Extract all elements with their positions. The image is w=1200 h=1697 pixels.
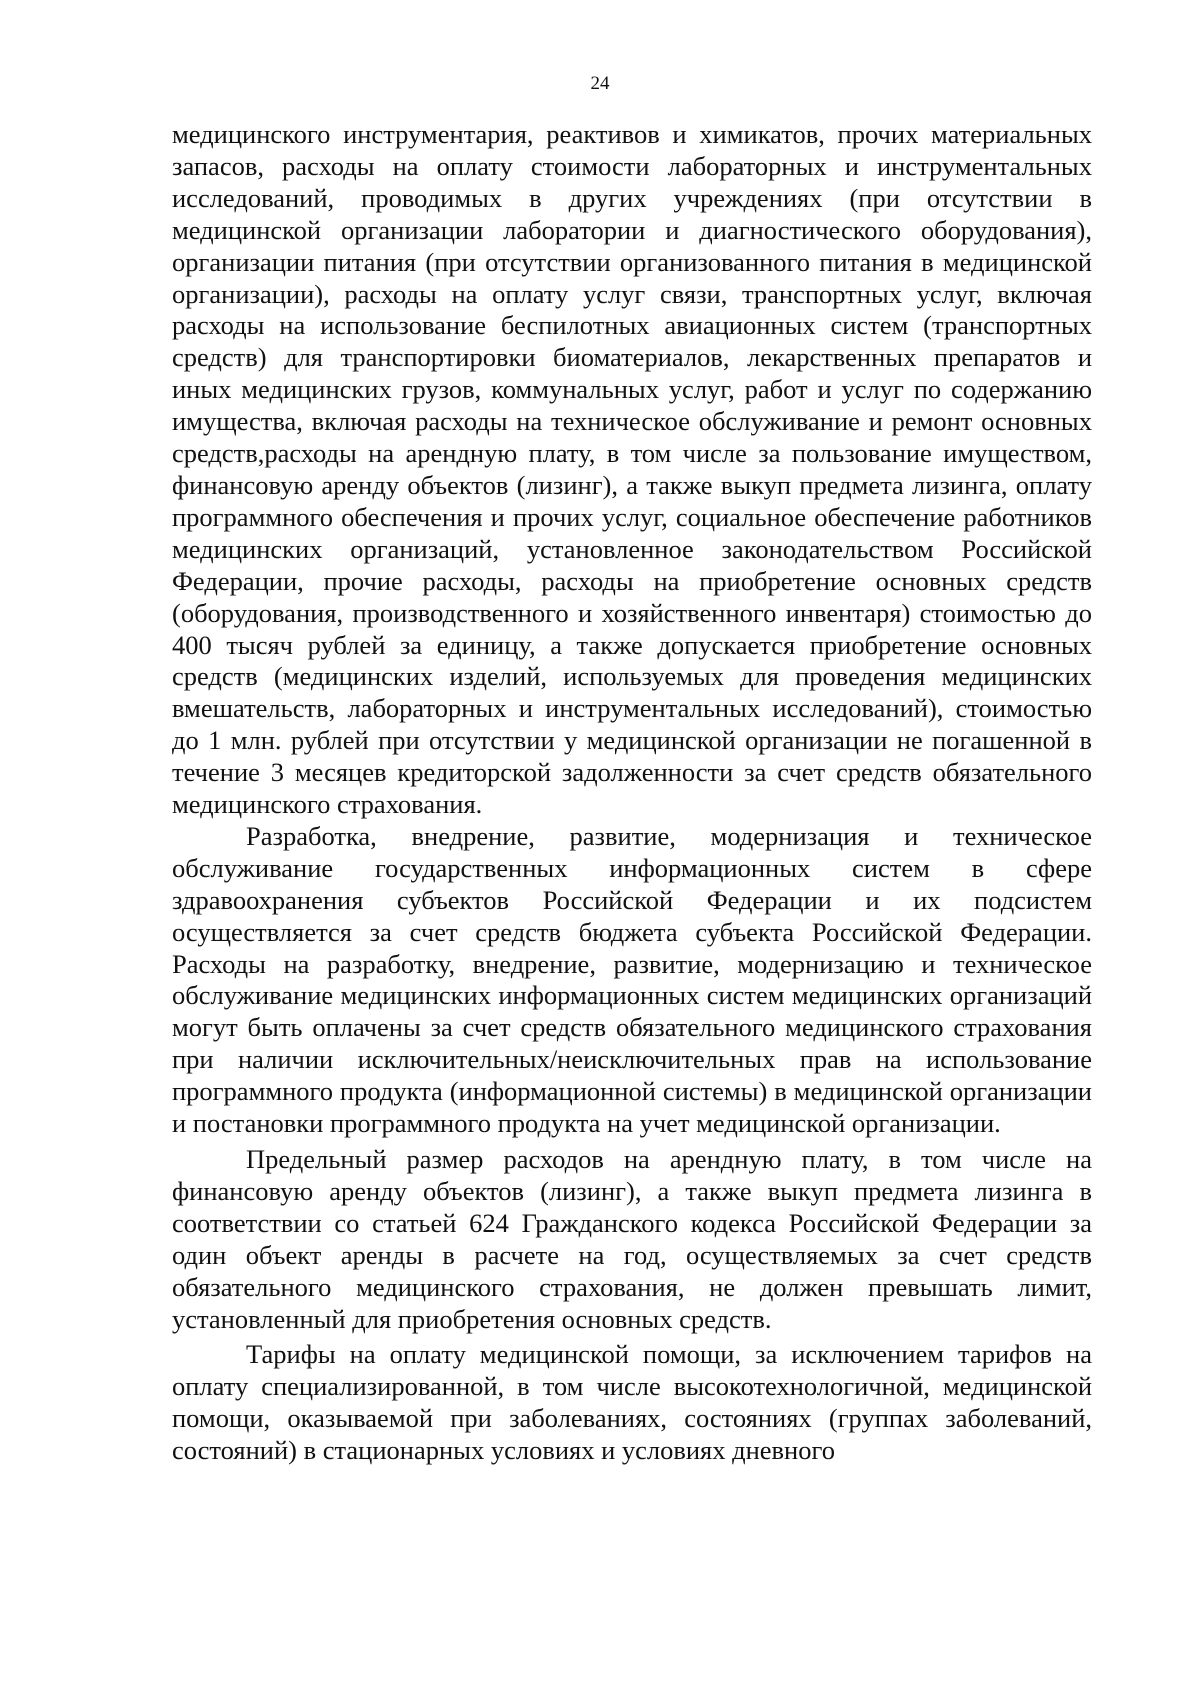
page-number: 24 [590,73,610,94]
paragraph-information-systems: Разработка, внедрение, развитие, модернизация и техническое обслуживание государственных информационных систем в сфере здравоохранения субъектов Российской Федерации и их подсистем осуществляется за счет средств бюджета субъекта Российской Федерации. Расходы на разработку, внедрение, развитие, модернизацию и техническое обслуживание медицинских информационных систем медицинских организаций могут быть оплачены за счет средств обязательного медицинского страхования при наличии исключительных/неисключительных прав на использование программного продукта (информационной системы) в медицинской организации и постановки программного продукта на учет медицинской организации. [172,820,1092,1139]
paragraph-lease-limit: Предельный размер расходов на арендную плату, в том числе на финансовую аренду объектов (лизинг), а также выкуп предмета лизинга в соответствии со статьей 624 Гражданского кодекса Российской Федерации за один объект аренды в расчете на год, осуществляемых за счет средств обязательного медицинского страхования, не должен превышать лимит, установленный для приобретения основных средств. [172,1144,1092,1334]
body-text [172,119,1092,1467]
paragraph-tariffs: Тарифы на оплату медицинской помощи, за исключением тарифов на оплату специализированной, в том числе высокотехнологичной, медицинской помощи, оказываемой при заболеваниях, состояниях (группах заболеваний, состояний) в стационарных условиях и условиях дневного [172,1339,1092,1466]
paragraph-continuation: медицинского инструментария, реактивов и химикатов, прочих материальных запасов, расходы на оплату стоимости лабораторных и инструментальных исследований, проводимых в других учреждениях (при отсутствии в медицинской организации лаборатории и диагностического оборудования), организации питания (при отсутствии организованного питания в медицинской организации), расходы на оплату услуг связи, транспортных услуг, включая расходы на использование беспилотных авиационных систем (транспортных средств) для транспортировки биоматериалов, лекарственных препаратов и иных медицинских грузов, коммунальных услуг, работ и услуг по содержанию имущества, включая расходы на техническое обслуживание и ремонт основных средств,расходы на арендную плату, в том числе за пользование имуществом, финансовую аренду объектов (лизинг), а также выкуп предмета лизинга, оплату программного обеспечения и прочих услуг, социальное обеспечение работников медицинских организаций, установленное законодательством Российской Федерации, прочие расходы, расходы на приобретение основных средств (оборудования, производственного и хозяйственного инвентаря) стоимостью до 400 тысяч рублей за единицу, а также допускается приобретение основных средств (медицинских изделий, используемых для проведения медицинских вмешательств, лабораторных и инструментальных исследований), стоимостью до 1 млн. рублей при отсутствии у медицинской организации не погашенной в течение 3 месяцев кредиторской задолженности за счет средств обязательного медицинского страхования. [172,119,1092,820]
